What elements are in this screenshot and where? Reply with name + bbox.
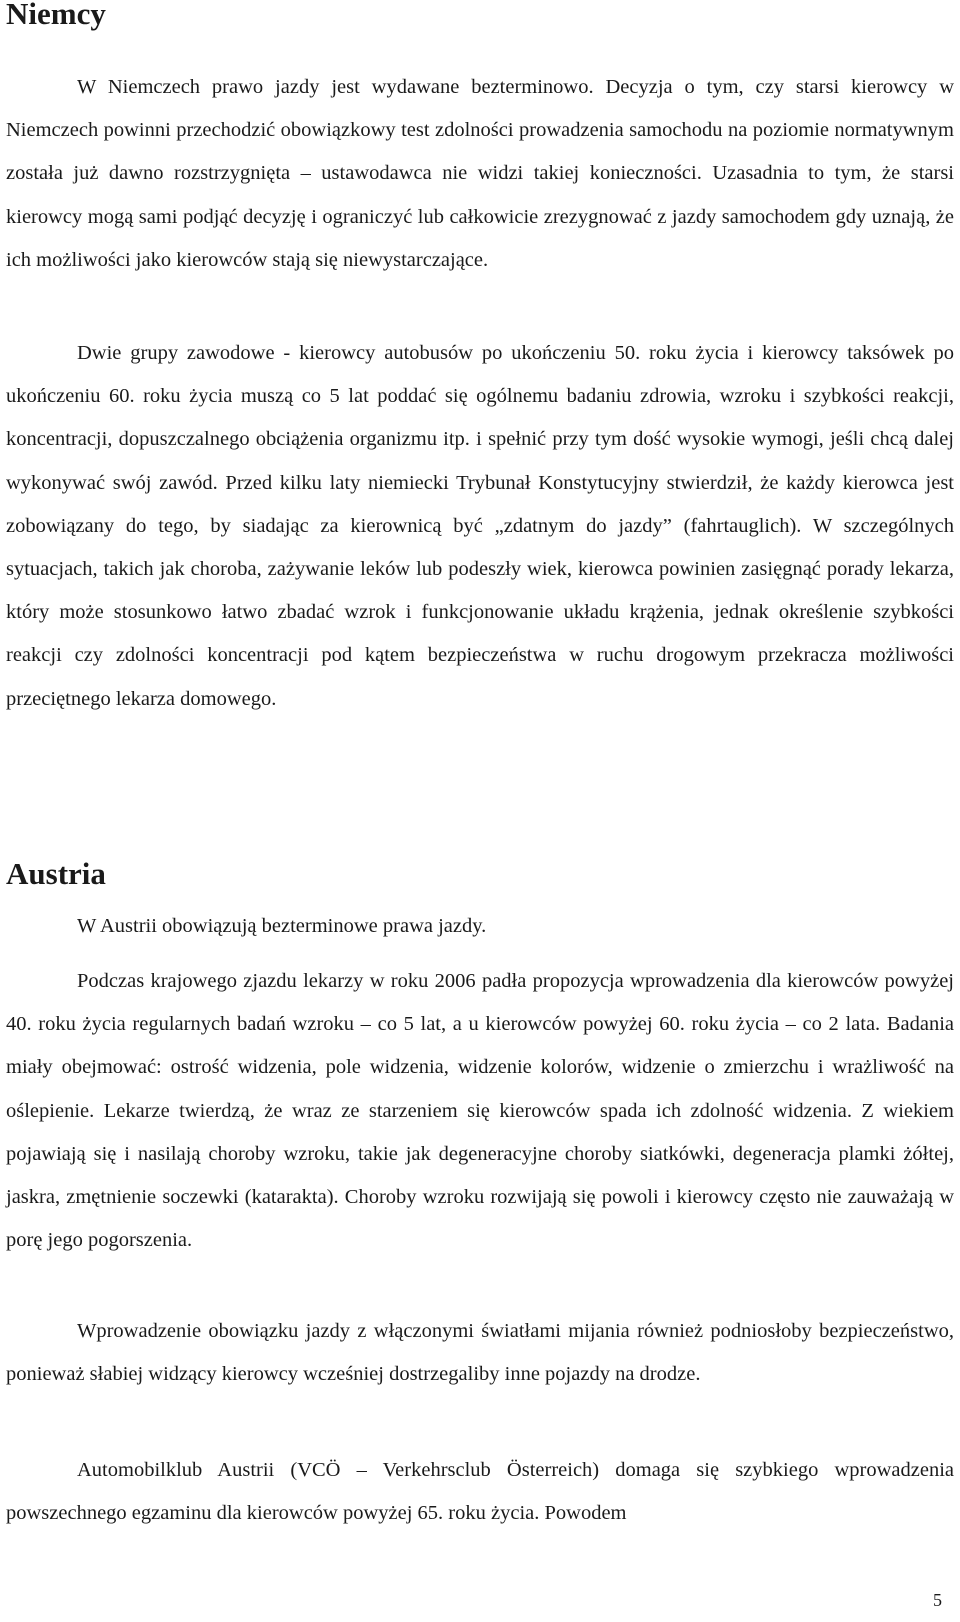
paragraph-austria-1: W Austrii obowiązują bezterminowe prawa jazdy. xyxy=(77,915,487,937)
paragraph-niemcy-2: Dwie grupy zawodowe - kierowcy autobusów po ukończeniu 50. roku życia i kierowcy taksówek po ukończeniu 60. roku życia muszą co 5 lat poddać się ogólnemu badaniu zdrowia, wzroku i szybkości reakcji, koncentracji, dopuszczalnego obciążenia organizmu itp. i spełnić przy tym dość wysokie wymogi, jeśli chcą dalej wykonywać swój zawód. Przed kilku laty niemiecki Trybunał Konstytucyjny stwierdził, że każdy kierowca jest zobowiązany do tego, by siadając za kierownicą być „zdatnym do jazdy” (fahrtauglich). W szczególnych sytuacjach, takich jak choroba, zażywanie leków lub podeszły wiek, kierowca powinien zasięgnąć porady lekarza, który może stosunkowo łatwo zbadać wzrok i funkcjonowanie układu krążenia, jednak określenie szybkości reakcji czy zdolności koncentracji pod kątem bezpieczeństwa w ruchu drogowym przekracza możliwości przeciętnego lekarza domowego. xyxy=(6,342,954,710)
section-heading-austria: Austria xyxy=(6,856,106,891)
paragraph-niemcy-1: W Niemczech prawo jazdy jest wydawane bezterminowo. Decyzja o tym, czy starsi kierowcy w Niemczech powinni przechodzić obowiązkowy test zdolności prowadzenia samochodu na poziomie normatywnym została już dawno rozstrzygnięta – ustawodawca nie widzi takiej konieczności. Uzasadnia to tym, że starsi kierowcy mogą sami podjąć decyzję i ograniczyć lub całkowicie zrezygnować z jazdy samochodem gdy uznają, że ich możliwości jako kierowców stają się niewystarczające. xyxy=(6,76,954,271)
paragraph-austria-3: Wprowadzenie obowiązku jazdy z włączonymi światłami mijania również podniosłoby bezpieczeństwo, ponieważ słabiej widzący kierowcy wcześniej dostrzegaliby inne pojazdy na drodze. xyxy=(6,1320,954,1386)
section-heading-niemcy: Niemcy xyxy=(6,0,106,31)
page-number: 5 xyxy=(933,1590,942,1610)
paragraph-austria-2: Podczas krajowego zjazdu lekarzy w roku 2006 padła propozycja wprowadzenia dla kierowców powyżej 40. roku życia regularnych badań wzroku – co 5 lat, a u kierowców powyżej 60. roku życia – co 2 lata. Badania miały obejmować: ostrość widzenia, pole widzenia, widzenie kolorów, widzenie o zmierzchu i wrażliwość na oślepienie. Lekarze twierdzą, że wraz ze starzeniem się kierowców spada ich zdolność widzenia. Z wiekiem pojawiają się i nasilają choroby wzroku, takie jak degeneracyjne choroby siatkówki, degeneracja plamki żółtej, jaskra, zmętnienie soczewki (katarakta). Choroby wzroku rozwijają się powoli i kierowcy często nie zauważają w porę jego pogorszenia. xyxy=(6,970,954,1252)
paragraph-austria-4: Automobilklub Austrii (VCÖ – Verkehrsclub Österreich) domaga się szybkiego wprowadzenia powszechnego egzaminu dla kierowców powyżej 65. roku życia. Powodem xyxy=(6,1459,954,1525)
